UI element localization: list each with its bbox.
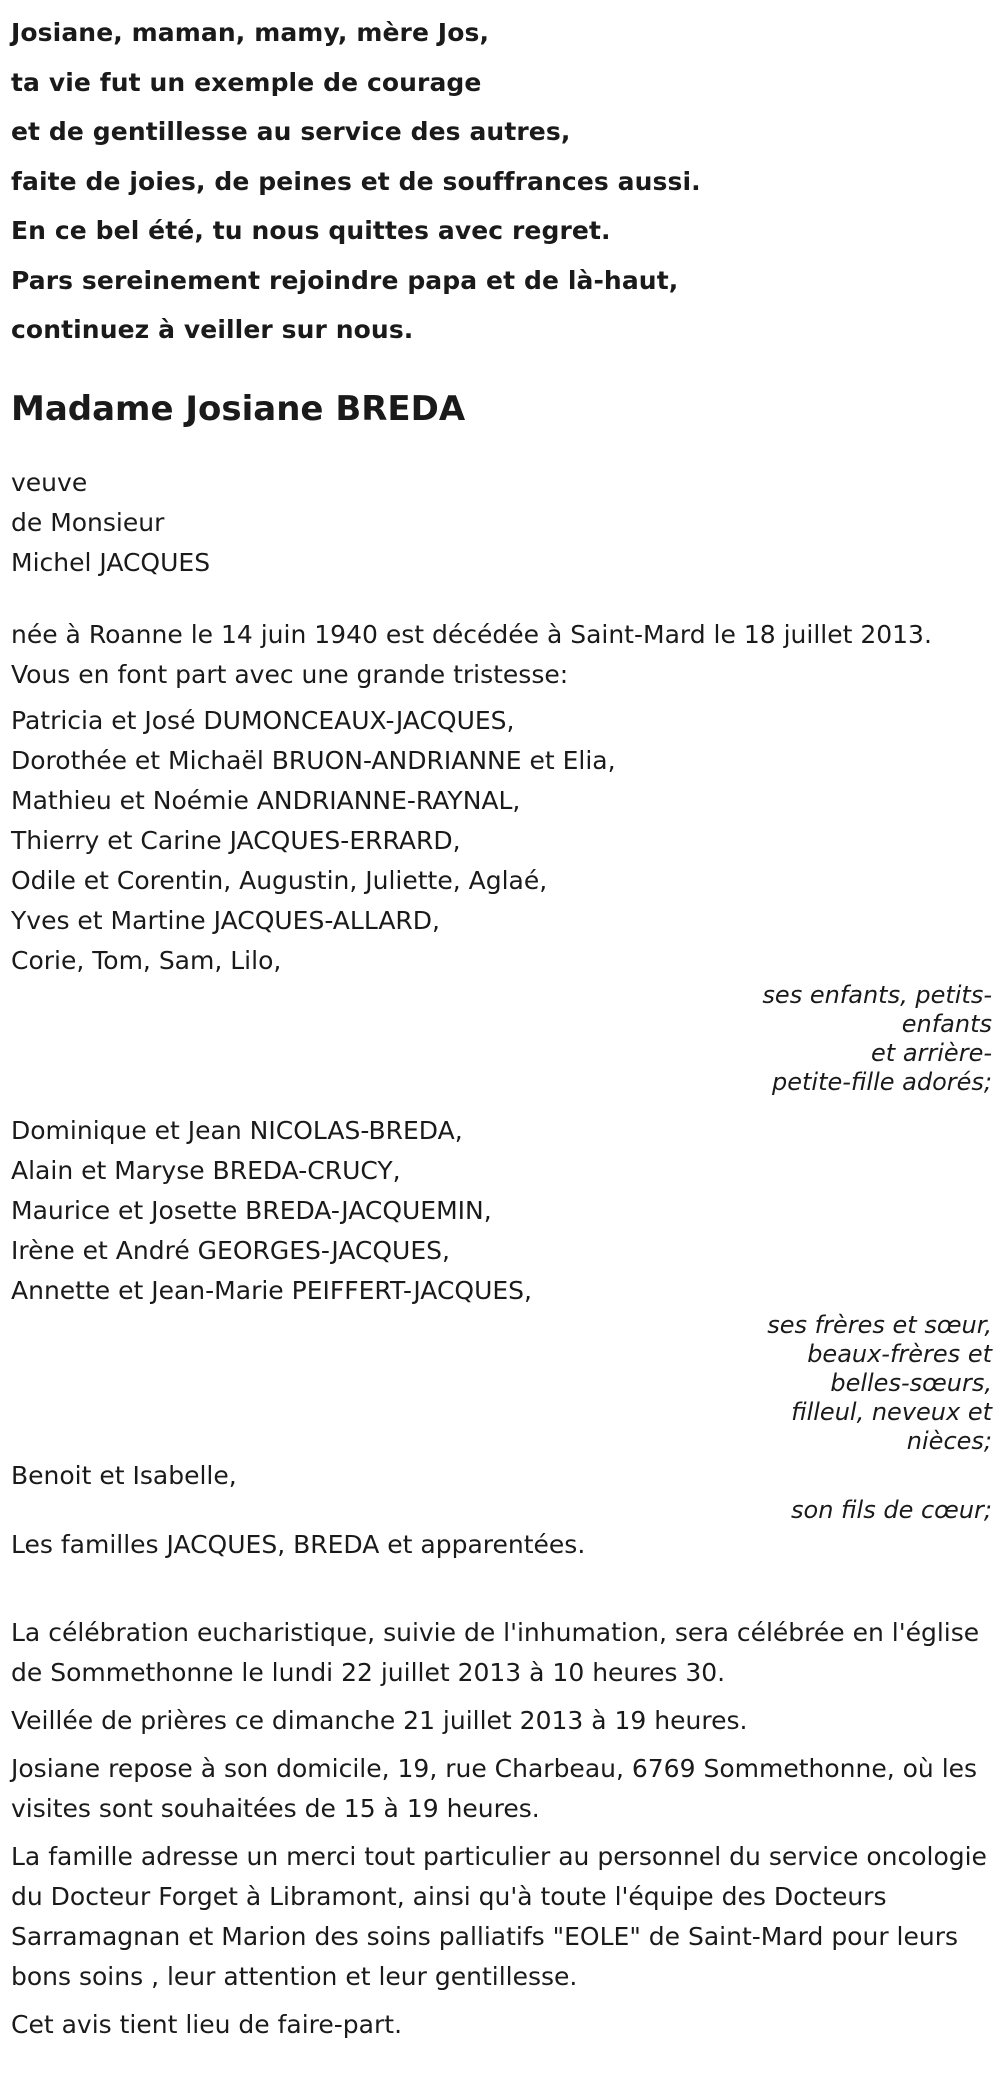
- status-line: de Monsieur: [11, 507, 165, 537]
- relation-line: nièces;: [906, 1426, 992, 1455]
- list-item: Maurice et Josette BREDA-JACQUEMIN,: [11, 1195, 492, 1225]
- relation-line: son fils de cœur;: [791, 1495, 992, 1524]
- children-list: [11, 701, 991, 981]
- relation-line: enfants: [901, 1009, 992, 1038]
- heart-son: Benoit et Isabelle,: [11, 1460, 237, 1490]
- deceased-name: Madame Josiane BREDA: [11, 388, 466, 429]
- list-item: Odile et Corentin, Augustin, Juliette, Aglaé,: [11, 865, 548, 895]
- relation-line: ses frères et sœur,: [767, 1310, 992, 1339]
- list-item: Dorothée et Michaël BRUON-ANDRIANNE et Elia,: [11, 745, 616, 775]
- list-item: Irène et André GEORGES-JACQUES,: [11, 1235, 450, 1265]
- siblings-list: [11, 1111, 991, 1311]
- relation-line: beaux-frères et: [807, 1339, 992, 1368]
- poem-line: et de gentillesse au service des autres,: [11, 117, 571, 146]
- list-item: Alain et Maryse BREDA-CRUCY,: [11, 1155, 401, 1185]
- marital-status: [11, 463, 991, 583]
- siblings-relation: [11, 1311, 992, 1456]
- list-item: Yves et Martine JACQUES-ALLARD,: [11, 905, 441, 935]
- poem-line: continuez à veiller sur nous.: [11, 315, 414, 344]
- relation-line: belles-sœurs,: [830, 1368, 992, 1397]
- children-relation: [11, 981, 992, 1097]
- status-line: veuve: [11, 467, 88, 497]
- closing-text: Cet avis tient lieu de faire-part.: [11, 2009, 403, 2039]
- list-item: Corie, Tom, Sam, Lilo,: [11, 945, 282, 975]
- poem-line: faite de joies, de peines et de souffrances aussi.: [11, 166, 701, 196]
- families: Les familles JACQUES, BREDA et apparentées.: [11, 1529, 586, 1559]
- relation-line: et arrière-: [871, 1038, 992, 1067]
- list-item: Patricia et José DUMONCEAUX-JACQUES,: [11, 705, 515, 735]
- poem-line: Josiane, maman, mamy, mère Jos,: [11, 18, 490, 47]
- poem-line: En ce bel été, tu nous quittes avec regret.: [11, 216, 611, 245]
- poem: [11, 0, 991, 355]
- list-item: Dominique et Jean NICOLAS-BREDA,: [11, 1115, 463, 1145]
- ceremony-text: La célébration eucharistique, suivie de l'inhumation, sera célébrée en l'église de Sommethonne le lundi 22 juillet 2013 à 10 heures 30.: [11, 1617, 980, 1687]
- list-item: Mathieu et Noémie ANDRIANNE-RAYNAL,: [11, 785, 521, 815]
- ceremony-details: [11, 1613, 991, 2045]
- relation-line: ses enfants, petits-: [762, 980, 992, 1009]
- relation-line: filleul, neveux et: [791, 1397, 992, 1426]
- thanks-text: La famille adresse un merci tout particulier au personnel du service oncologie du Docteur Forget à Libramont, ainsi qu'à toute l'équipe des Docteurs Sarramagnan et Marion des soins palliatifs "EOLE" de Saint-Mard pour leurs bons soins , leur attention et leur gentillesse.: [11, 1841, 987, 1991]
- rest-text: Josiane repose à son domicile, 19, rue Charbeau, 6769 Sommethonne, où les visites sont souhaitées de 15 à 19 heures.: [11, 1753, 978, 1823]
- birth-death: née à Roanne le 14 juin 1940 est décédée à Saint-Mard le 18 juillet 2013.: [11, 619, 932, 649]
- vigil-text: Veillée de prières ce dimanche 21 juillet 2013 à 19 heures.: [11, 1705, 748, 1735]
- status-line: Michel JACQUES: [11, 547, 211, 577]
- poem-line: Pars sereinement rejoindre papa et de là-haut,: [11, 265, 679, 295]
- poem-line: ta vie fut un exemple de courage: [11, 67, 482, 97]
- announcement: Vous en font part avec une grande tristesse:: [11, 659, 569, 689]
- list-item: Thierry et Carine JACQUES-ERRARD,: [11, 825, 461, 855]
- heart-son-relation: [11, 1496, 992, 1525]
- list-item: Annette et Jean-Marie PEIFFERT-JACQUES,: [11, 1275, 532, 1305]
- relation-line: petite-fille adorés;: [772, 1067, 992, 1096]
